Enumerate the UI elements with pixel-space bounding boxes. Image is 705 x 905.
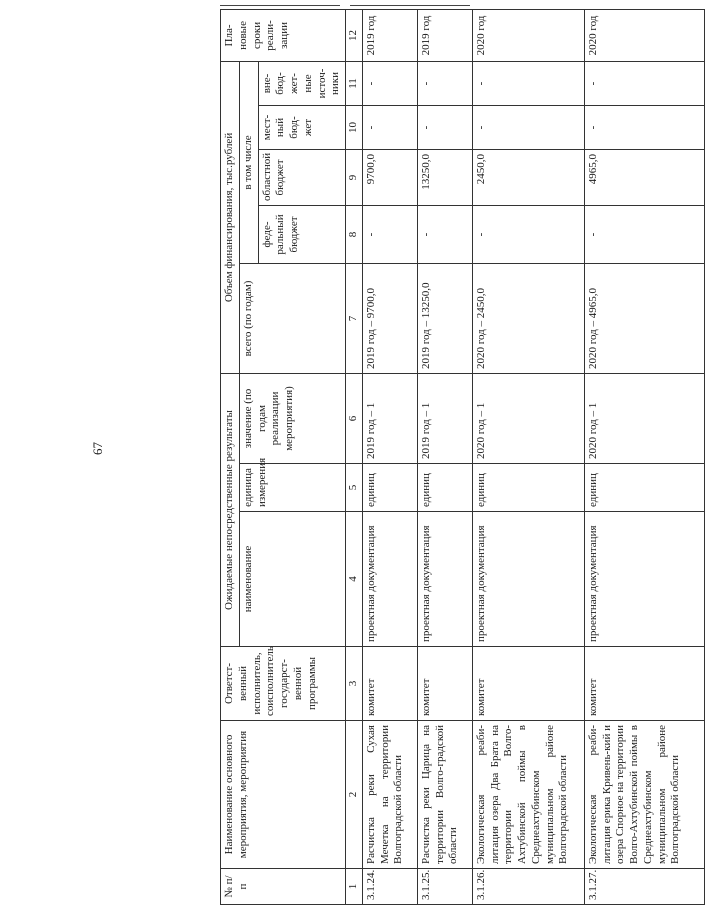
row-regional: 2450,0 bbox=[472, 149, 584, 205]
header-name: Наименование основного мероприятия, мероприятия bbox=[221, 721, 346, 869]
row-federal: - bbox=[417, 205, 472, 263]
col-index: 7 bbox=[346, 263, 363, 373]
row-executor: комитет bbox=[584, 647, 704, 721]
rotated-page bbox=[220, 0, 682, 905]
row-name: Расчистка реки Сухая Мечетка на территории Волгоградской области bbox=[362, 721, 417, 869]
program-table bbox=[220, 9, 705, 905]
row-extrabudget: - bbox=[362, 61, 417, 105]
row-local: - bbox=[362, 105, 417, 149]
col-index: 6 bbox=[346, 373, 363, 463]
row-num: 3.1.24. bbox=[362, 869, 417, 905]
row-result-name: проектная документация bbox=[472, 512, 584, 647]
row-result-value: 2019 год – 1 bbox=[362, 373, 417, 463]
row-term: 2020 год bbox=[584, 9, 704, 61]
row-name: Расчистка реки Царица на территории Волго-градской области bbox=[417, 721, 472, 869]
header-finance: Объем финансирования, тыс.рублей bbox=[221, 61, 240, 373]
row-local: - bbox=[584, 105, 704, 149]
row-federal: - bbox=[584, 205, 704, 263]
row-executor: комитет bbox=[417, 647, 472, 721]
row-result-unit: единиц bbox=[472, 464, 584, 512]
header-num: № п/п bbox=[221, 869, 346, 905]
row-extrabudget: - bbox=[472, 61, 584, 105]
row-extrabudget: - bbox=[584, 61, 704, 105]
row-result-unit: единиц bbox=[362, 464, 417, 512]
table-row bbox=[584, 9, 704, 904]
page-number: 67 bbox=[90, 442, 105, 455]
col-index: 8 bbox=[346, 205, 363, 263]
header-extrabudget: вне-бюд-жет-ные источ-ники bbox=[258, 61, 346, 105]
col-index: 3 bbox=[346, 647, 363, 721]
header-finance-incl: в том числе bbox=[239, 61, 258, 263]
row-regional: 9700,0 bbox=[362, 149, 417, 205]
column-index-row bbox=[346, 9, 363, 904]
row-result-name: проектная документация bbox=[362, 512, 417, 647]
header-local: мест-ный бюд-жет bbox=[258, 105, 346, 149]
row-local: - bbox=[417, 105, 472, 149]
col-index: 1 bbox=[346, 869, 363, 905]
row-regional: 13250,0 bbox=[417, 149, 472, 205]
row-result-unit: единиц bbox=[584, 464, 704, 512]
row-total: 2019 год – 9700,0 bbox=[362, 263, 417, 373]
row-executor: комитет bbox=[362, 647, 417, 721]
row-result-value: 2020 год – 1 bbox=[472, 373, 584, 463]
col-index: 5 bbox=[346, 464, 363, 512]
row-result-unit: единиц bbox=[417, 464, 472, 512]
header-result-unit: единица измерения bbox=[239, 464, 345, 512]
row-result-value: 2020 год – 1 bbox=[584, 373, 704, 463]
row-num: 3.1.27. bbox=[584, 869, 704, 905]
header-term: Пла-новые сроки реали-зации bbox=[221, 9, 346, 61]
row-num: 3.1.25. bbox=[417, 869, 472, 905]
row-federal: - bbox=[472, 205, 584, 263]
table-row bbox=[472, 9, 584, 904]
row-extrabudget: - bbox=[417, 61, 472, 105]
col-index: 2 bbox=[346, 721, 363, 869]
header-results: Ожидаемые непосредственные результаты bbox=[221, 373, 240, 646]
row-federal: - bbox=[362, 205, 417, 263]
row-num: 3.1.26. bbox=[472, 869, 584, 905]
row-regional: 4965,0 bbox=[584, 149, 704, 205]
col-index: 9 bbox=[346, 149, 363, 205]
header-regional: областной бюджет bbox=[258, 149, 346, 205]
row-executor: комитет bbox=[472, 647, 584, 721]
col-index: 12 bbox=[346, 9, 363, 61]
row-total: 2020 год – 2450,0 bbox=[472, 263, 584, 373]
col-index: 4 bbox=[346, 512, 363, 647]
header-result-name: наименование bbox=[239, 512, 345, 647]
header-finance-total: всего (по годам) bbox=[239, 263, 345, 373]
row-result-name: проектная документация bbox=[584, 512, 704, 647]
header-executor: Ответст-венный исполнитель, соисполнитель государст-венной программы bbox=[221, 647, 346, 721]
row-name: Экологическая реаби-литация озера Два Брата на территории Волго-Ахтубинской поймы в Среднеахтубинском муниципальном районе Волгоградской области bbox=[472, 721, 584, 869]
col-index: 10 bbox=[346, 105, 363, 149]
row-total: 2019 год – 13250,0 bbox=[417, 263, 472, 373]
row-term: 2019 год bbox=[362, 9, 417, 61]
row-local: - bbox=[472, 105, 584, 149]
row-term: 2020 год bbox=[472, 9, 584, 61]
header-result-value: значение (по годам реализации мероприятия) bbox=[239, 373, 345, 463]
table-row bbox=[362, 9, 417, 904]
header-federal: феде-ральный бюджет bbox=[258, 205, 346, 263]
row-total: 2020 год – 4965,0 bbox=[584, 263, 704, 373]
row-term: 2019 год bbox=[417, 9, 472, 61]
table-row bbox=[417, 9, 472, 904]
row-result-value: 2019 год – 1 bbox=[417, 373, 472, 463]
row-result-name: проектная документация bbox=[417, 512, 472, 647]
col-index: 11 bbox=[346, 61, 363, 105]
row-name: Экологическая реаби-литация ерика Кривень-кий и озера Спорное на территории Волго-Ахтубинской поймы в Среднеахтубинском муниципальном районе Волгоградской области bbox=[584, 721, 704, 869]
